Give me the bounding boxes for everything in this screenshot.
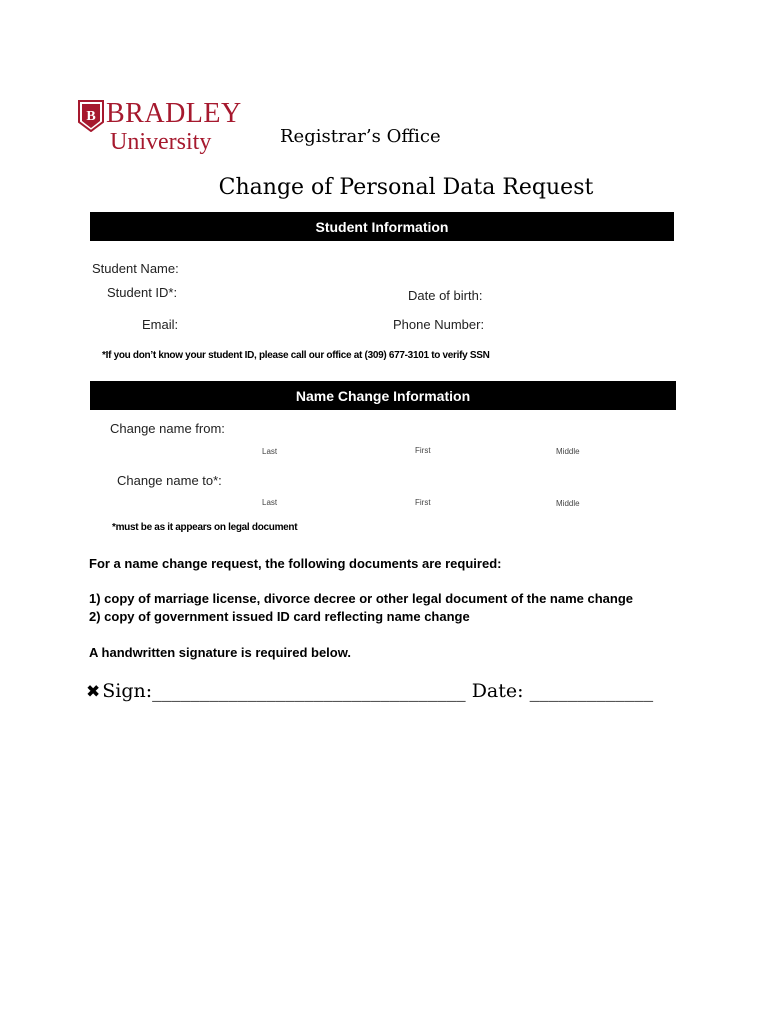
sign-label: Sign: <box>102 680 153 702</box>
logo-name: BRADLEY <box>106 98 242 129</box>
signature-requirement: A handwritten signature is required below. <box>89 645 351 660</box>
office-name: Registrar’s Office <box>280 126 441 147</box>
x-mark-icon: ✖ <box>86 682 101 702</box>
to-last-label: Last <box>262 498 278 507</box>
change-to-label: Change name to*: <box>117 473 222 488</box>
requirement-item-2: 2) copy of government issued ID card reflecting name change <box>89 609 470 624</box>
bradley-logo <box>78 100 258 160</box>
requirement-item-1: 1) copy of marriage license, divorce decree or other legal document of the name change <box>89 591 633 606</box>
from-first-label: First <box>415 446 431 455</box>
to-middle-label: Middle <box>556 499 580 508</box>
legal-document-note: *must be as it appears on legal document <box>112 522 298 533</box>
change-from-label: Change name from: <box>110 421 225 436</box>
student-id-note: *If you don’t know your student ID, please call our office at (309) 677-3101 to verify SSN <box>102 350 490 361</box>
dob-label: Date of birth: <box>408 288 483 303</box>
from-last-label: Last <box>262 447 278 456</box>
shield-logo-icon <box>78 100 104 132</box>
date-field[interactable]: _____________ <box>529 680 654 702</box>
logo-sub: University <box>110 129 212 155</box>
to-first-label: First <box>415 498 431 507</box>
form-title: Change of Personal Data Request <box>218 175 594 200</box>
phone-label: Phone Number: <box>393 317 485 332</box>
student-name-label: Student Name: <box>92 261 179 276</box>
student-id-label: Student ID*: <box>107 285 178 300</box>
sign-field[interactable]: _________________________________ <box>152 680 466 702</box>
svg-text:B: B <box>86 109 96 124</box>
requirements-intro: For a name change request, the following documents are required: <box>89 556 502 571</box>
name-change-header: Name Change Information <box>90 381 676 410</box>
date-label: Date: <box>471 680 524 702</box>
email-label: Email: <box>142 317 179 332</box>
from-middle-label: Middle <box>556 447 580 456</box>
student-info-header: Student Information <box>90 212 674 241</box>
signature-line <box>86 680 653 702</box>
